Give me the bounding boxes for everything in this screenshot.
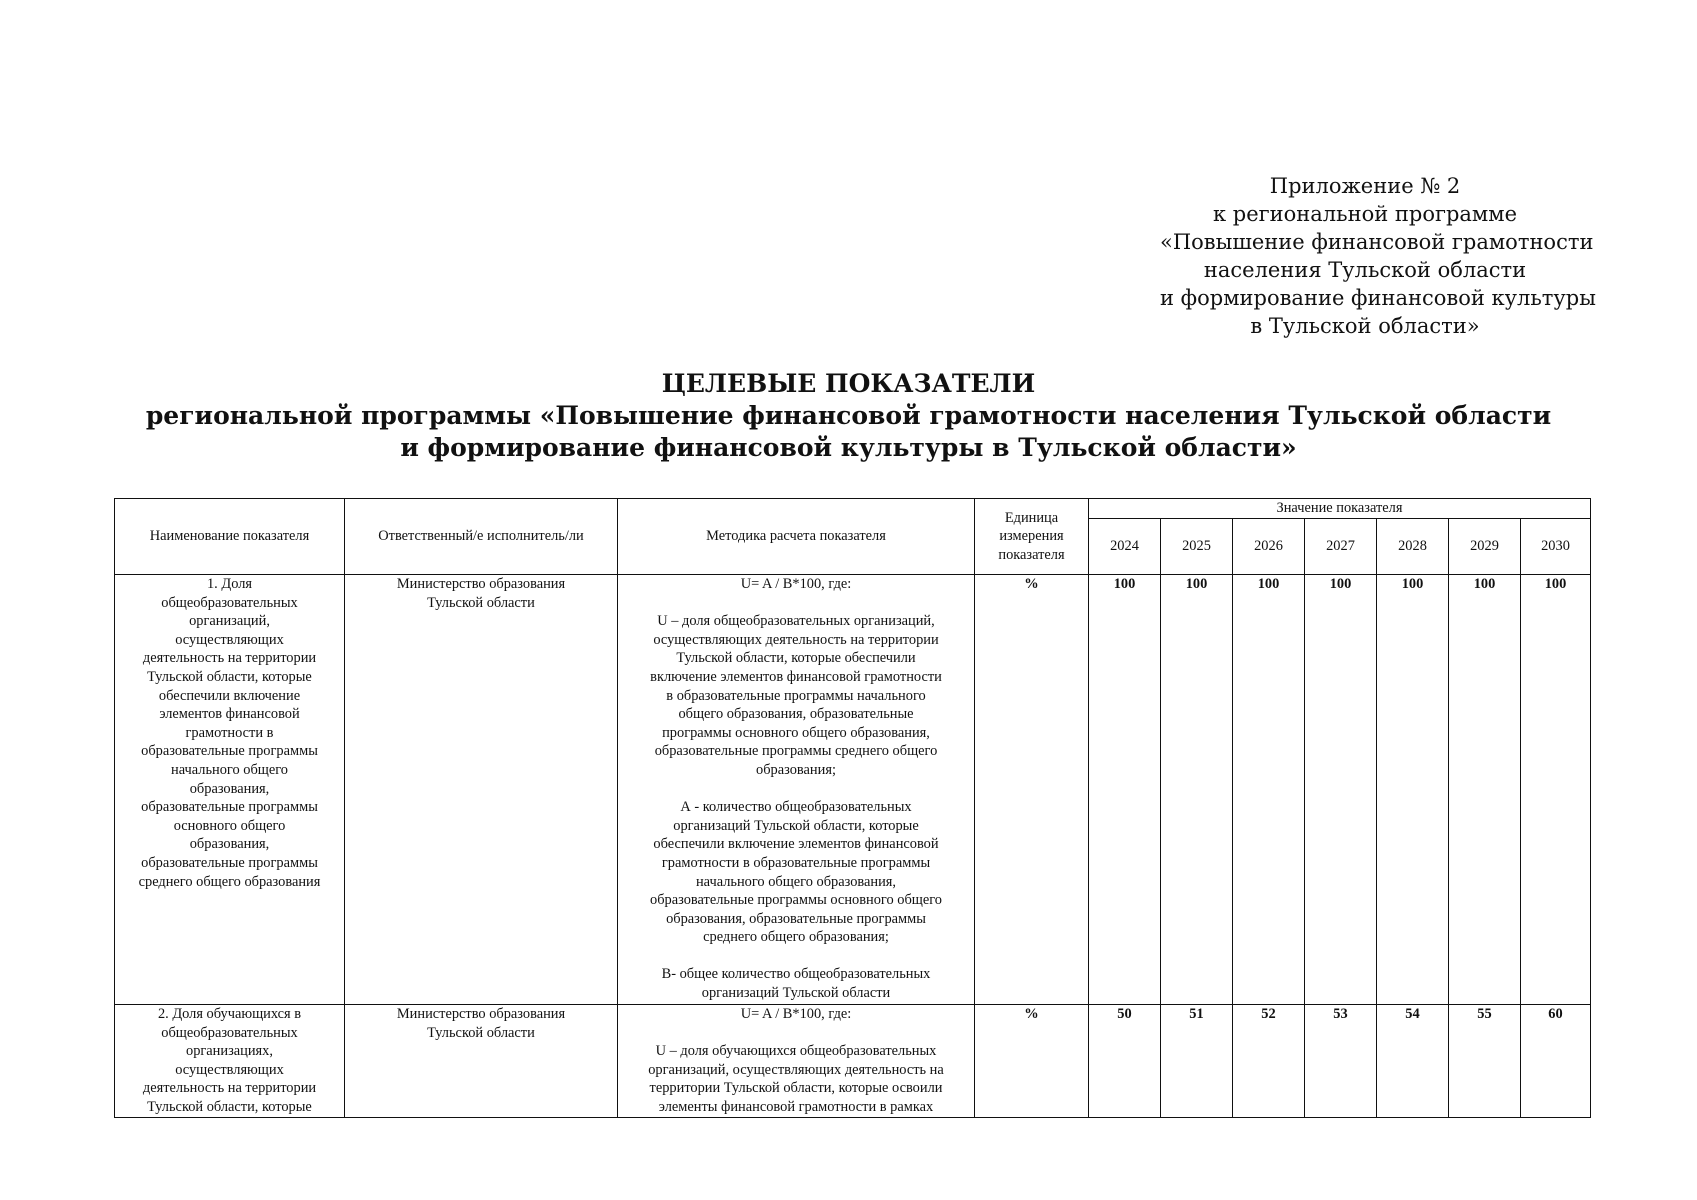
title-subtitle-line-2: и формирование финансовой культуры в Тульской области» [400,433,1297,462]
unit-cell: % [975,575,1089,1005]
value-cell: 53 [1305,1005,1377,1118]
method-line: обеспечили включение элементов финансовой [653,836,939,853]
value-cell: 100 [1377,575,1449,1005]
indicator-name-line: организаций, [189,613,270,630]
header-year: 2029 [1449,519,1521,575]
indicator-name-line: организациях, [186,1043,273,1060]
method-formula: U= A / B*100, где: [740,1006,852,1022]
annex-line: «Повышение финансовой грамотности [1160,230,1594,254]
indicator-name-cell [115,1005,345,1118]
value-cell: 52 [1233,1005,1305,1118]
executor-line: Тульской области [427,1024,535,1041]
method-line: В- общее количество общеобразовательных [661,966,931,983]
indicator-name-line: 1. Доля [206,576,252,592]
value-cell: 51 [1161,1005,1233,1118]
indicator-name-line: среднего общего образования [138,873,321,890]
method-line: программы основного общего образования, [662,724,930,741]
header-value-group: Значение показателя [1089,499,1591,519]
indicator-name-line: образования, [189,780,270,797]
indicator-name-line: образовательные программы [141,743,318,760]
title-subtitle-line-1: региональной программы «Повышение финансовой грамотности населения Тульской области [145,401,1552,430]
method-line: образовательные программы среднего общего [654,743,938,760]
header-year: 2025 [1161,519,1233,575]
value-cell: 55 [1449,1005,1521,1118]
table-row [115,1005,1591,1118]
method-line: в образовательные программы начального [666,687,926,704]
header-year: 2026 [1233,519,1305,575]
value-cell: 100 [1233,575,1305,1005]
indicator-name-line: образовательные программы [141,799,318,816]
method-line: образования; [756,761,836,778]
method-line: U – доля обучающихся общеобразовательных [655,1043,937,1060]
annex-line: к региональной программе [1212,202,1518,226]
method-spacer [622,780,970,799]
header-executor: Ответственный/е исполнитель/ли [345,499,618,575]
method-cell [618,575,975,1005]
table-row [115,575,1591,1005]
unit-cell: % [975,1005,1089,1118]
indicator-name-line: Тульской области, которые [147,668,312,685]
header-year: 2024 [1089,519,1161,575]
indicator-name-line: деятельность на территории [142,650,317,667]
method-line: организаций Тульской области, которые [673,817,919,834]
indicator-name-line: общеобразовательных [161,1024,298,1041]
indicator-name-line: деятельность на территории [142,1080,317,1097]
executor-cell [345,1005,618,1118]
method-line: грамотности в образовательные программы [661,854,931,871]
method-cell [618,1005,975,1118]
annex-line: в Тульской области» [1250,314,1480,338]
method-line: организаций Тульской области [701,985,891,1002]
header-year: 2027 [1305,519,1377,575]
value-cell: 60 [1521,1005,1591,1118]
method-spacer [622,947,970,966]
value-cell: 100 [1521,575,1591,1005]
method-line: включение элементов финансовой грамотности [650,668,942,685]
method-line: образования, образовательные программы [666,910,926,927]
indicator-name-line: осуществляющих [175,1061,284,1078]
annex-note [1160,172,1596,340]
method-spacer [622,594,970,613]
indicator-name-line: начального общего [171,761,288,778]
value-cell: 100 [1449,575,1521,1005]
method-spacer [622,1024,970,1043]
method-line: А - количество общеобразовательных [680,799,912,816]
indicator-name-line: осуществляющих [175,631,284,648]
indicator-name-line: общеобразовательных [161,594,298,611]
indicators-table [114,498,1591,1118]
indicator-name-line: грамотности в [185,724,274,741]
method-line: осуществляющих деятельность на территории [653,631,939,648]
executor-line: Министерство образования [396,576,566,592]
document-title [0,368,1697,464]
value-cell: 100 [1161,575,1233,1005]
indicator-name-line: обеспечили включение [158,687,301,704]
indicator-name-line: Тульской области, которые [147,1098,312,1115]
method-line: элементы финансовой грамотности в рамках [658,1098,934,1115]
indicator-name-cell [115,575,345,1005]
value-cell: 54 [1377,1005,1449,1118]
executor-line: Тульской области [427,594,535,611]
method-line: Тульской области, которые обеспечили [676,650,916,667]
annex-line: Приложение № 2 [1269,174,1461,198]
method-line: начального общего образования, [695,873,897,890]
indicator-name-line: 2. Доля обучающихся в [157,1006,302,1022]
method-line: среднего общего образования; [703,929,889,946]
header-method: Методика расчета показателя [618,499,975,575]
annex-line: населения Тульской области [1203,258,1527,282]
indicator-name-line: основного общего [173,817,286,834]
indicator-name-line: образовательные программы [141,854,318,871]
method-line: территории Тульской области, которые освоили [649,1080,943,1097]
value-cell: 50 [1089,1005,1161,1118]
method-line: общего образования, образовательные [678,706,914,723]
method-formula: U= A / B*100, где: [740,576,852,592]
method-line: U – доля общеобразовательных организаций, [657,613,935,630]
indicator-name-line: образования, [189,836,270,853]
value-cell: 100 [1305,575,1377,1005]
header-year: 2028 [1377,519,1449,575]
header-year: 2030 [1521,519,1591,575]
annex-line: и формирование финансовой культуры [1160,286,1596,310]
value-cell: 100 [1089,575,1161,1005]
executor-line: Министерство образования [396,1006,566,1022]
header-unit: Единица измерения показателя [975,499,1089,575]
indicator-name-line: элементов финансовой [159,706,300,723]
header-name: Наименование показателя [115,499,345,575]
method-line: образовательные программы основного общего [650,892,942,909]
method-line: организаций, осуществляющих деятельность на [648,1061,944,1078]
title-main: ЦЕЛЕВЫЕ ПОКАЗАТЕЛИ [661,369,1036,398]
executor-cell [345,575,618,1005]
